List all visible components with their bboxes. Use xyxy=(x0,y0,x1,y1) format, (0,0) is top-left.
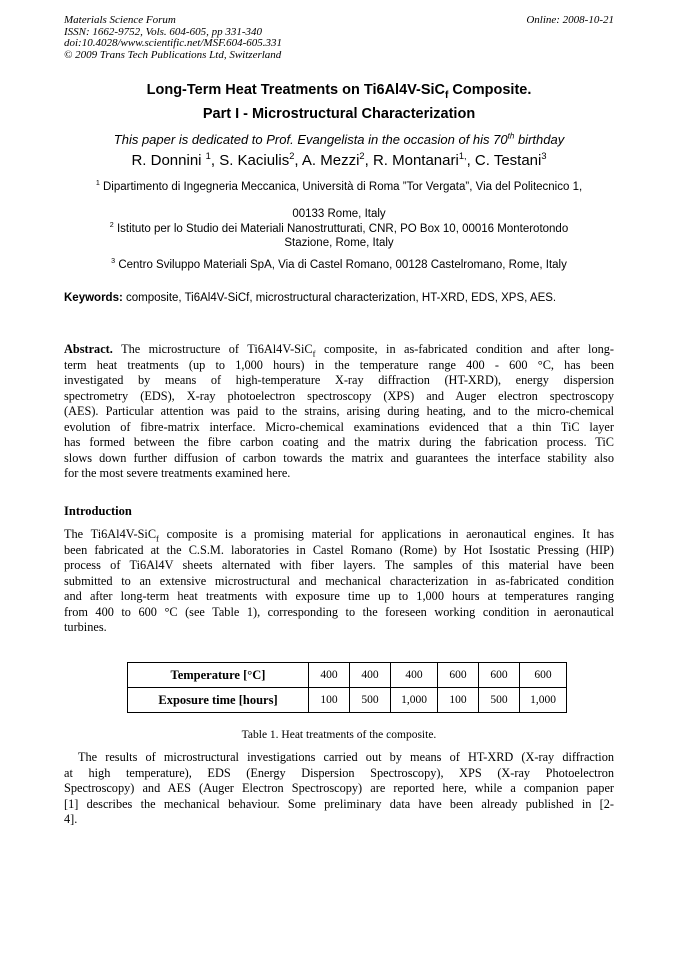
journal-name: Materials Science Forum xyxy=(64,14,176,26)
affiliation-sup: 3 xyxy=(111,257,116,266)
intro-line: submitted to an extensive microstructural and mechanical characterization in as-fabricated condition xyxy=(64,573,614,588)
author xyxy=(373,152,475,169)
abstract-line: slows down further diffusion of carbon towards the matrix and guarantees the interface stability also xyxy=(64,450,614,465)
author-affil-sup: 2 xyxy=(359,151,365,161)
dedication-text: This paper is dedicated to Prof. Evangelista in the occasion of his 70 xyxy=(113,132,508,147)
table-row-label: Exposure time [hours] xyxy=(128,688,309,713)
results-line: [1] describes the mechanical behaviour. Some preliminary data have been already published in [2- xyxy=(64,796,614,811)
title-main: Long-Term Heat Treatments on Ti6Al4V-SiC xyxy=(146,82,446,98)
keywords-text: composite, Ti6Al4V-SiCf, microstructural characterization, HT-XRD, EDS, XPS, AES. xyxy=(122,292,557,304)
intro-line: from 400 to 600 °C (see Table 1), corresponding to the foreseen working condition in aeronautical xyxy=(64,604,614,619)
dedication xyxy=(40,132,638,147)
affiliation-text: Istituto per lo Studio dei Materiali Nanostrutturati, CNR, PO Box 10, 00016 Monterotondo xyxy=(116,223,569,235)
intro-subscript: f xyxy=(156,533,159,544)
intro-line: turbines. xyxy=(64,620,107,634)
author-sep: , xyxy=(210,152,220,169)
abstract xyxy=(64,342,614,482)
intro-text: The Ti6Al4V-SiC xyxy=(64,527,157,541)
author xyxy=(302,152,373,169)
table-row xyxy=(128,663,567,688)
abstract-text: The microstructure of Ti6Al4V-SiC xyxy=(112,342,313,356)
abstract-line: spectrometry (EDS), X-ray photoelectron spectroscopy (XPS) and Auger electron spectroscopy xyxy=(64,388,614,403)
author-name: S. Kaciulis xyxy=(219,152,290,169)
table-cell: 600 xyxy=(520,663,567,688)
affiliation-2 xyxy=(60,222,618,250)
affiliation-text: Centro Sviluppo Materiali SpA, Via di Castel Romano, 00128 Castelromano, Rome, Italy xyxy=(118,259,567,271)
introduction-paragraph xyxy=(64,527,614,636)
affiliation-line xyxy=(60,258,618,272)
table-cell: 100 xyxy=(309,688,350,713)
author xyxy=(131,152,219,169)
intro-line xyxy=(64,527,614,543)
author-name: R. Montanari xyxy=(372,152,459,169)
table-cell: 400 xyxy=(391,663,438,688)
table-cell: 500 xyxy=(350,688,391,713)
author-sep: , xyxy=(364,152,373,169)
intro-line: and after long-term heat treatments with exposure time up to 1,000 hours at temperatures ranging xyxy=(64,589,614,603)
affiliation-line xyxy=(60,222,618,236)
abstract-subscript: f xyxy=(312,348,316,359)
results-line: at high temperature), EDS (Energy Dispersion Spectroscopy), XPS (X-ray Photoelectron xyxy=(64,765,614,780)
table-cell: 500 xyxy=(479,688,520,713)
author-name: R. Donnini xyxy=(131,152,206,169)
intro-text: composite is a promising material for applications in aeronautical engines. It has xyxy=(158,527,614,541)
intro-line: process of Ti6Al4V sheets alternated with fiber layers. The samples of this material have been xyxy=(64,558,614,572)
affiliation-sup: 1 xyxy=(95,179,100,188)
abstract-line: has formed between the fibre carbon coating and the matrix during the fabrication process. TiC xyxy=(64,435,614,449)
title-end: Composite. xyxy=(448,82,532,98)
affiliation-sup: 2 xyxy=(109,221,114,230)
abstract-line: term heat treatments (up to 1,000 hours) in the temperature range 400 - 600 °C, has been xyxy=(64,357,614,372)
table-cell: 1,000 xyxy=(391,688,438,713)
abstract-text: composite, in as-fabricated condition and after long- xyxy=(315,342,614,356)
results-line: The results of microstructural investigations carried out by means of HT-XRD (X-ray diffraction xyxy=(78,750,614,764)
paper-title-line-1 xyxy=(40,82,638,101)
author-affil-sup: 2 xyxy=(289,151,295,161)
table-row xyxy=(128,688,567,713)
author xyxy=(219,152,302,169)
author-sep: , xyxy=(466,152,475,169)
author-list xyxy=(40,152,638,169)
table-cell: 600 xyxy=(479,663,520,688)
table-cell: 400 xyxy=(350,663,391,688)
affiliation-text: 00133 Rome, Italy xyxy=(292,208,386,220)
author-affil-sup: 1, xyxy=(458,151,467,161)
doi-line: doi:10.4028/www.scientific.net/MSF.604-605.331 xyxy=(64,37,283,49)
results-paragraph xyxy=(64,750,614,828)
abstract-line: evolution of fibre-matrix interface. Micro-chemical examinations evidenced that a thin TiC layer xyxy=(64,419,614,434)
heat-treatment-table xyxy=(127,662,567,713)
intro-line: been fabricated at the C.S.M. laboratories in Castel Romano (Rome) by Hot Isostatic Pressing (HIP) xyxy=(64,542,614,557)
table-caption: Table 1. Heat treatments of the composite. xyxy=(241,729,437,741)
affiliation-text: Dipartimento di Ingegneria Meccanica, Università di Roma ”Tor Vergata”, Via del Politecnico 1, xyxy=(102,181,583,193)
title-subscript: f xyxy=(445,89,449,101)
author-name: C. Testani xyxy=(474,152,542,169)
dedication-sup: th xyxy=(507,131,515,141)
abstract-line xyxy=(64,342,614,358)
affiliation-line xyxy=(60,180,618,207)
dedication-end: birthday xyxy=(514,132,565,147)
abstract-label: Abstract. xyxy=(64,342,113,356)
table-row-label: Temperature [°C] xyxy=(128,663,309,688)
keywords-label: Keywords: xyxy=(64,292,123,304)
author-affil-sup: 1 xyxy=(205,151,211,161)
paper-title-line-2: Part I - Microstructural Characterization xyxy=(202,106,476,122)
abstract-line: investigated by means of high-temperature X-ray diffraction (HT-XRD), energy dispersion xyxy=(64,373,614,387)
affiliation-1 xyxy=(60,180,618,221)
abstract-line: (AES). Particular attention was paid to the strains, arising during heating, and to the micro-chemical xyxy=(64,404,614,418)
author-affil-sup: 3 xyxy=(541,151,547,161)
section-heading-introduction: Introduction xyxy=(64,504,132,518)
results-line: 4]. xyxy=(64,812,78,826)
issn-line: ISSN: 1662-9752, Vols. 604-605, pp 331-340 xyxy=(64,25,262,38)
online-date-text: Online: 2008-10-21 xyxy=(526,14,614,26)
author-sep: , xyxy=(294,152,302,169)
online-date xyxy=(526,15,614,27)
keywords xyxy=(64,292,556,304)
author xyxy=(475,152,547,169)
results-line: Spectroscopy) and AES (Auger Electron Spectroscopy) are reported here, while a companion paper xyxy=(64,781,614,795)
affiliation-text: Stazione, Rome, Italy xyxy=(284,237,394,249)
table-cell: 400 xyxy=(309,663,350,688)
journal-header xyxy=(64,15,282,61)
table-cell: 1,000 xyxy=(520,688,567,713)
abstract-line: for the most severe treatments examined here. xyxy=(64,466,291,480)
copyright-line: © 2009 Trans Tech Publications Ltd, Switzerland xyxy=(64,48,282,61)
affiliation-3 xyxy=(60,258,618,272)
author-name: A. Mezzi xyxy=(301,152,360,169)
table-cell: 600 xyxy=(438,663,479,688)
table-cell: 100 xyxy=(438,688,479,713)
